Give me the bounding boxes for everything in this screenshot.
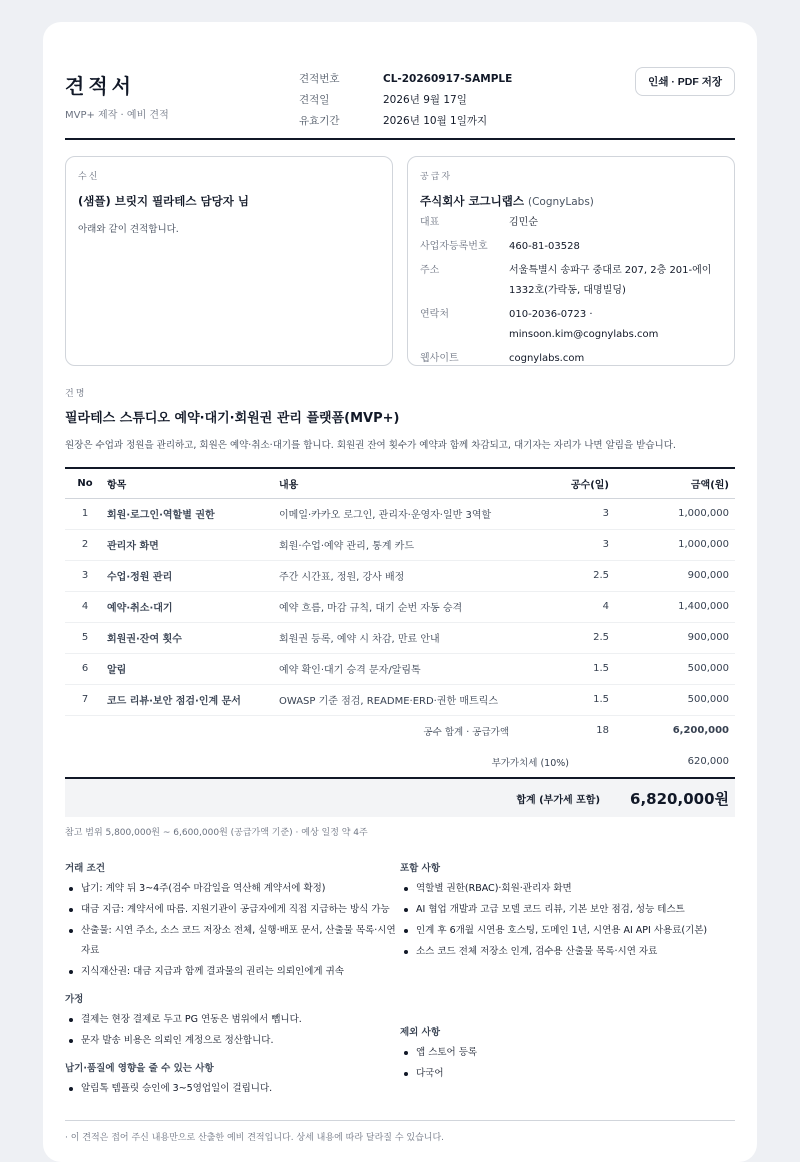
row-days: 1.5 bbox=[549, 653, 609, 684]
supplier-row-contact bbox=[420, 305, 722, 345]
grand-total-label: 합계 (부가세 포함) bbox=[516, 794, 601, 806]
row-item: 회원권·잔여 횟수 bbox=[105, 622, 279, 653]
supplier-row-address bbox=[420, 261, 722, 301]
supplier-row-ceo bbox=[420, 213, 722, 233]
row-desc: 예약 확인·대기 승격 문자/알림톡 bbox=[279, 653, 549, 684]
row-desc: 회원권 등록, 예약 시 차감, 만료 안내 bbox=[279, 622, 549, 653]
row-days: 2.5 bbox=[549, 560, 609, 591]
list-item: 인계 후 6개월 시연용 호스팅, 도메인 1년, 시연용 AI API 사용료(기본) bbox=[400, 921, 735, 941]
supplier-ceo: 김민순 bbox=[509, 217, 538, 228]
row-no: 4 bbox=[65, 591, 105, 622]
supplier-website: cognylabs.com bbox=[509, 353, 585, 364]
row-days: 3 bbox=[549, 498, 609, 529]
risks-title: 납기·품질에 영향을 줄 수 있는 사항 bbox=[65, 1063, 214, 1074]
table-header-row bbox=[65, 468, 735, 498]
list-item: 결제는 현장 결제로 두고 PG 연동은 범위에서 뺍니다. bbox=[65, 1010, 400, 1030]
page-title: 견적서 bbox=[65, 74, 135, 98]
supplier-key: 주소 bbox=[420, 265, 440, 276]
list-item: 문자 발송 비용은 의뢰인 계정으로 정산합니다. bbox=[65, 1031, 400, 1051]
row-days: 3 bbox=[549, 529, 609, 560]
row-item: 예약·취소·대기 bbox=[105, 591, 279, 622]
meta-key: 견적번호 bbox=[299, 73, 340, 85]
row-item: 코드 리뷰·보안 점검·인계 문서 bbox=[105, 684, 279, 715]
row-no: 1 bbox=[65, 498, 105, 529]
supplier-contact: 010-2036-0723 · minsoon.kim@cognylabs.com bbox=[509, 309, 659, 340]
row-no: 2 bbox=[65, 529, 105, 560]
recipient-label: 수신 bbox=[78, 172, 100, 182]
quote-validity: 2026년 10월 1일까지 bbox=[383, 115, 488, 127]
col-header-amount: 금액(원) bbox=[690, 479, 729, 491]
quote-header bbox=[65, 44, 735, 140]
row-days: 1.5 bbox=[549, 684, 609, 715]
supplier-key: 대표 bbox=[420, 217, 440, 228]
project-section bbox=[65, 386, 735, 451]
table-row bbox=[65, 560, 735, 591]
list-item: 산출물: 시연 주소, 소스 코드 저장소 전체, 실행·배포 문서, 산출물 목록·시연 자료 bbox=[65, 921, 400, 961]
supplier-key: 연락처 bbox=[420, 309, 449, 320]
meta-key: 유효기간 bbox=[299, 115, 340, 127]
quote-date: 2026년 9월 17일 bbox=[383, 94, 467, 106]
row-amount: 1,400,000 bbox=[609, 591, 735, 622]
recipient-name: (샘플) 브릿지 필라테스 담당자 님 bbox=[78, 194, 249, 208]
col-header-desc: 내용 bbox=[279, 479, 299, 491]
conditions-columns bbox=[65, 860, 735, 1100]
grand-total-bar bbox=[65, 777, 735, 817]
estimate-range-note: 참고 범위 5,800,000원 ~ 6,600,000원 (공급가액 기준) · 예상 일정 약 4주 bbox=[65, 828, 368, 838]
table-row bbox=[65, 622, 735, 653]
row-desc: 이메일·카카오 로그인, 관리자·운영자·일반 3역할 bbox=[279, 498, 549, 529]
terms-list bbox=[65, 879, 400, 982]
meta-row-number bbox=[299, 68, 512, 89]
assumptions-title: 가정 bbox=[65, 994, 84, 1005]
table-row bbox=[65, 498, 735, 529]
vat-label: 부가가치세 (10%) bbox=[491, 757, 569, 769]
row-amount: 500,000 bbox=[609, 653, 735, 684]
table-row bbox=[65, 529, 735, 560]
meta-row-validity bbox=[299, 110, 512, 131]
supplier-card bbox=[407, 156, 735, 366]
supplier-row-website bbox=[420, 349, 722, 369]
page-subtitle: MVP+ 제작 · 예비 견적 bbox=[65, 110, 169, 121]
row-amount: 500,000 bbox=[609, 684, 735, 715]
list-item: 지식재산권: 대금 지급과 함께 결과물의 권리는 의뢰인에게 귀속 bbox=[65, 962, 400, 982]
supplier-key: 사업자등록번호 bbox=[420, 241, 488, 252]
grand-total-amount: 6,820,000원 bbox=[630, 789, 729, 808]
list-item: 소스 코드 전체 저장소 인계, 검수용 산출물 목록·시연 자료 bbox=[400, 942, 735, 962]
excluded-list bbox=[400, 1043, 735, 1084]
row-item: 회원·로그인·역할별 권한 bbox=[105, 498, 279, 529]
print-pdf-button[interactable]: 인쇄 · PDF 저장 bbox=[635, 67, 735, 96]
included-title: 포함 사항 bbox=[400, 863, 441, 874]
row-amount: 900,000 bbox=[609, 622, 735, 653]
quote-number: CL-20260917-SAMPLE bbox=[383, 72, 513, 85]
row-days: 2.5 bbox=[549, 622, 609, 653]
col-header-no: No bbox=[77, 477, 93, 489]
meta-row-date bbox=[299, 89, 512, 110]
row-amount: 1,000,000 bbox=[609, 529, 735, 560]
supplier-name: 주식회사 코그니랩스 bbox=[420, 194, 524, 208]
right-column bbox=[400, 860, 735, 1100]
list-item: 대금 지급: 계약서에 따름. 지원기관이 공급자에게 직접 지급하는 방식 가능 bbox=[65, 900, 400, 920]
row-days: 4 bbox=[549, 591, 609, 622]
footer-note: · 이 견적은 접어 주신 내용만으로 산출한 예비 견적입니다. 상세 내용에 따라 달라질 수 있습니다. bbox=[65, 1120, 735, 1143]
row-amount: 900,000 bbox=[609, 560, 735, 591]
row-no: 5 bbox=[65, 622, 105, 653]
list-item: AI 협업 개발과 고급 모델 코드 리뷰, 기본 보안 점검, 성능 테스트 bbox=[400, 900, 735, 920]
row-no: 6 bbox=[65, 653, 105, 684]
supplier-name-en: (CognyLabs) bbox=[528, 196, 594, 208]
terms-title: 거래 조건 bbox=[65, 863, 106, 874]
list-item: 다국어 bbox=[400, 1064, 735, 1084]
quote-sheet bbox=[43, 22, 757, 1162]
row-amount: 1,000,000 bbox=[609, 498, 735, 529]
subtotal-row bbox=[65, 715, 735, 746]
supplier-address: 서울특별시 송파구 중대로 207, 2층 201-에이1332호(가락동, 대명빌딩) bbox=[509, 265, 712, 296]
recipient-note: 아래와 같이 견적합니다. bbox=[78, 224, 179, 235]
supplier-name-line bbox=[420, 193, 722, 209]
row-item: 수업·정원 관리 bbox=[105, 560, 279, 591]
project-title: 필라테스 스튜디오 예약·대기·회원권 관리 플랫폼(MVP+) bbox=[65, 411, 400, 426]
subtotal-label: 공수 합계 · 공급가액 bbox=[423, 726, 509, 738]
supplier-bizno: 460-81-03528 bbox=[509, 241, 580, 252]
list-item: 앱 스토어 등록 bbox=[400, 1043, 735, 1063]
line-items-table bbox=[65, 467, 735, 777]
supplier-key: 웹사이트 bbox=[420, 353, 459, 364]
row-item: 관리자 화면 bbox=[105, 529, 279, 560]
table-row bbox=[65, 653, 735, 684]
risks-list bbox=[65, 1079, 400, 1099]
supplier-label: 공급자 bbox=[420, 172, 453, 182]
table-row bbox=[65, 591, 735, 622]
supplier-row-bizno bbox=[420, 237, 722, 257]
assumptions-list bbox=[65, 1010, 400, 1051]
row-item: 알림 bbox=[105, 653, 279, 684]
left-column bbox=[65, 860, 400, 1100]
meta-key: 견적일 bbox=[299, 94, 330, 106]
included-list bbox=[400, 879, 735, 962]
list-item: 납기: 계약 뒤 3~4주(검수 마감일을 역산해 계약서에 확정) bbox=[65, 879, 400, 899]
row-desc: 주간 시간표, 정원, 강사 배정 bbox=[279, 560, 549, 591]
project-label: 건명 bbox=[65, 389, 87, 399]
row-no: 7 bbox=[65, 684, 105, 715]
row-desc: 예약 흐름, 마감 규칙, 대기 순번 자동 승격 bbox=[279, 591, 549, 622]
party-cards bbox=[65, 156, 735, 366]
quote-meta bbox=[299, 68, 512, 131]
list-item: 알림톡 템플릿 승인에 3~5영업일이 걸립니다. bbox=[65, 1079, 400, 1099]
col-header-item: 항목 bbox=[107, 479, 127, 491]
project-description: 원장은 수업과 정원을 관리하고, 회원은 예약·취소·대기를 합니다. 회원권 잔여 횟수가 예약과 함께 차감되고, 대기자는 자리가 나면 알림을 받습니다. bbox=[65, 440, 676, 451]
subtotal-days: 18 bbox=[596, 725, 609, 737]
row-desc: OWASP 기준 점검, README·ERD·권한 매트릭스 bbox=[279, 684, 549, 715]
col-header-days: 공수(일) bbox=[570, 479, 609, 491]
subtotal-amount: 6,200,000 bbox=[672, 725, 729, 737]
excluded-title: 제외 사항 bbox=[400, 1027, 441, 1038]
table-row bbox=[65, 684, 735, 715]
recipient-card bbox=[65, 156, 393, 366]
row-desc: 회원·수업·예약 관리, 통계 카드 bbox=[279, 529, 549, 560]
list-item: 역할별 권한(RBAC)·회원·관리자 화면 bbox=[400, 879, 735, 899]
vat-amount: 620,000 bbox=[687, 756, 729, 767]
vat-row bbox=[65, 746, 735, 777]
row-no: 3 bbox=[65, 560, 105, 591]
